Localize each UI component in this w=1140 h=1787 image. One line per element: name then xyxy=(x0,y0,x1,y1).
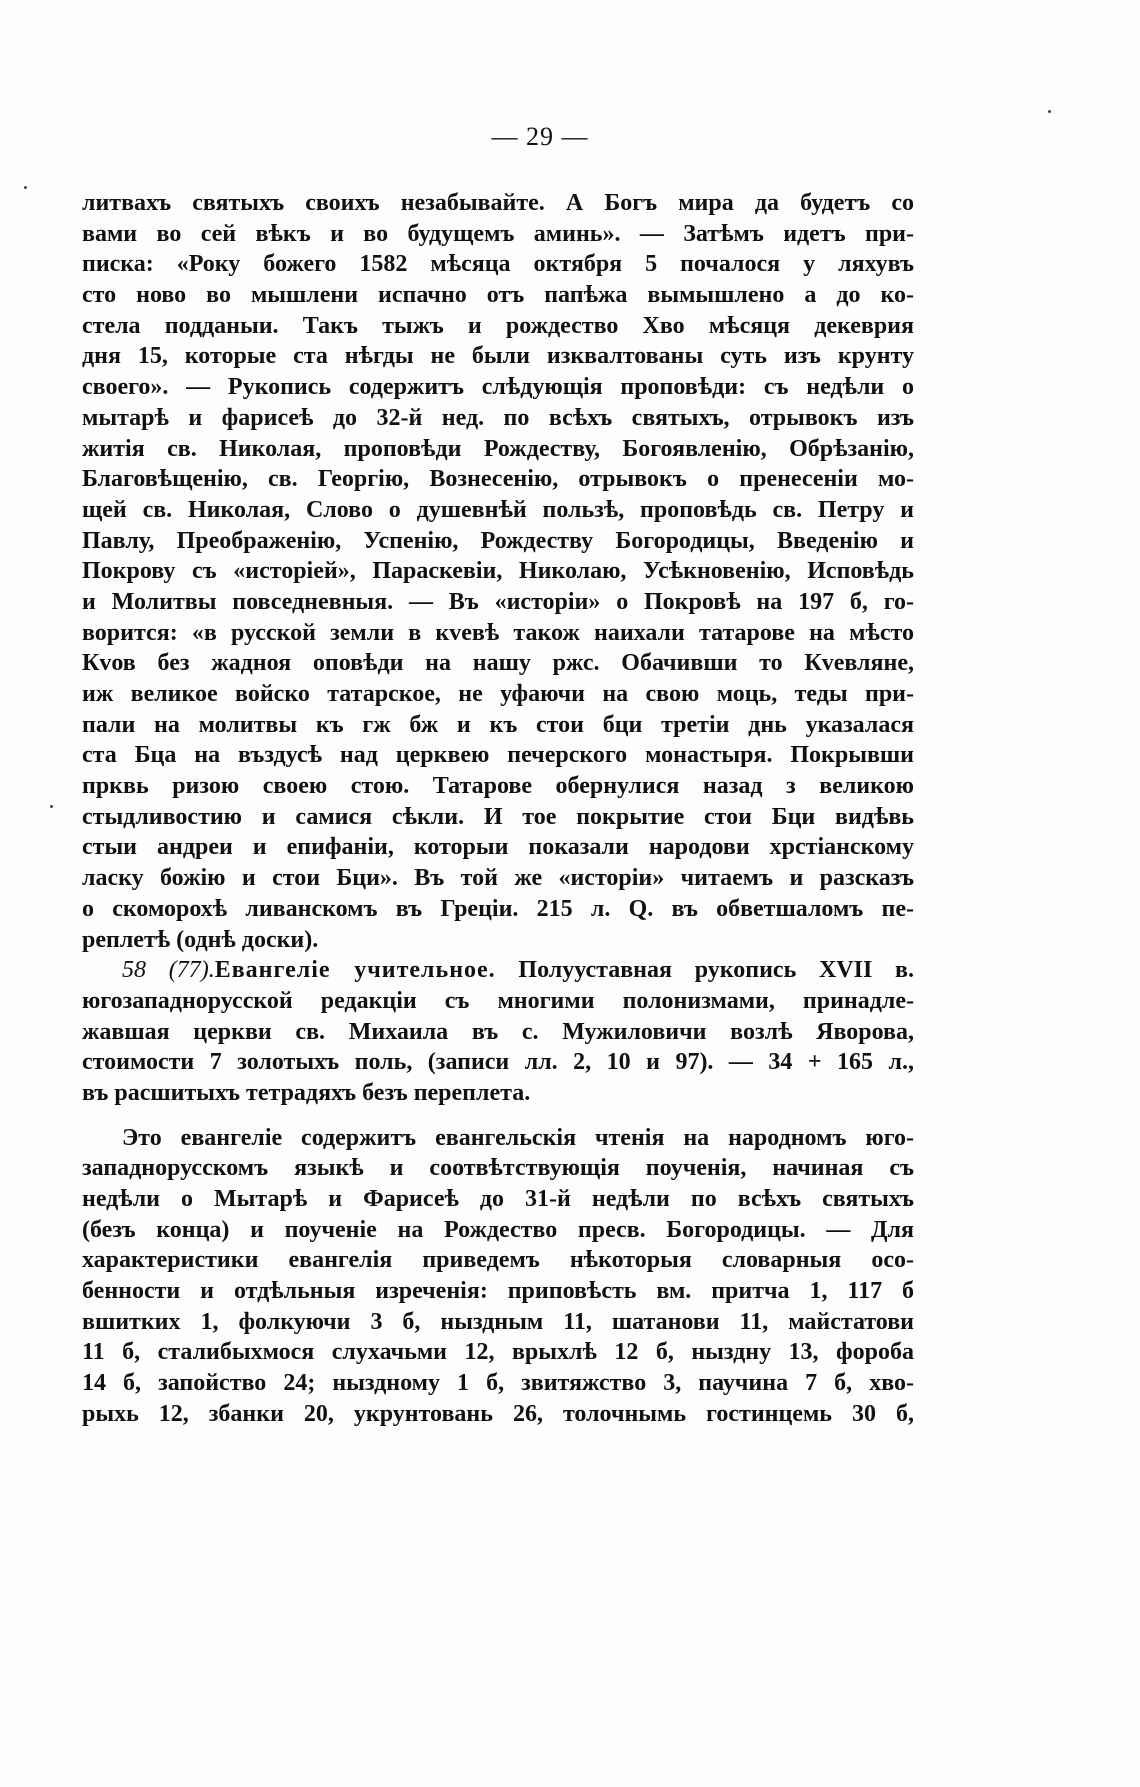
text-line: сто ново во мышлени испачно отъ папѣжа вымышлено а до ко- xyxy=(82,282,914,309)
text-line: своего». — Рукопись содержитъ слѣдующія проповѣди: съ недѣли о xyxy=(82,374,914,401)
text-line: рыхь 12, збанки 20, укрунтовань 26, толочнымь гостинцемь 30 б, xyxy=(82,1400,914,1427)
entry-description: Полууставная рукопись XVII в. xyxy=(495,957,914,984)
paragraph-description xyxy=(82,1123,914,1430)
text-line: щей св. Николая, Слово о душевнѣй пользѣ, проповѣдь св. Петру и xyxy=(82,496,914,523)
text-line: стела подданыи. Такъ тыжъ и рождество Хво мѣсяця декеврия xyxy=(82,312,914,339)
text-line: Это евангеліе содержитъ евангельскія чтенія на народномъ юго- xyxy=(122,1124,914,1151)
entry-title: Евангеліе учительное. xyxy=(214,957,496,984)
text-line: недѣли о Мытарѣ и Фарисеѣ до 31-й недѣли по всѣхъ святыхъ xyxy=(82,1186,914,1212)
scan-speck xyxy=(50,805,53,808)
text-line: дня 15, которые ста нѣгды не были изквалтованы суть изъ крунту xyxy=(82,343,914,370)
text-line: о скоморохѣ ливанскомъ въ Греціи. 215 л. Q. въ обветшаломъ пе- xyxy=(82,895,914,922)
scan-speck xyxy=(24,186,27,189)
text-line: жавшая церкви св. Михаила въ с. Мужиловичи возлѣ Яворова, xyxy=(82,1018,914,1045)
text-line: 14 б, запойство 24; ныздному 1 б, звитяжство 3, паучина 7 б, хво- xyxy=(82,1370,914,1397)
scan-speck xyxy=(1048,110,1051,113)
text-line: иж великое войско татарское, не уфаючи на свою моць, теды при- xyxy=(82,681,914,707)
text-line: реплетѣ (однѣ доски). xyxy=(82,926,319,953)
text-line: западнорусскомъ языкѣ и соотвѣтствующія поученія, начиная съ xyxy=(82,1155,914,1182)
text-line: вшитких 1, фолкуючи 3 б, ныздным 11, шатанови 11, майстатови xyxy=(82,1308,914,1335)
text-line: мытарѣ и фарисеѣ до 32-й нед. по всѣхъ святыхъ, отрывокъ изъ xyxy=(82,404,914,431)
entry-heading-line xyxy=(82,955,914,986)
paragraph-continuation xyxy=(82,188,914,955)
text-line: ста Бца на въздусѣ над церквею печерского монастыря. Покрывши xyxy=(82,742,914,769)
text-line: 11 б, сталибыхмося слухачьми 12, врыхлѣ 12 б, ныздну 13, фороба xyxy=(82,1339,914,1366)
page-body xyxy=(82,188,914,1430)
text-line: Павлу, Преображенію, Успенію, Рождеству Богородицы, Введенію и xyxy=(82,527,914,554)
text-line: литвахъ святыхъ своихъ незабывайте. А Богъ мира да будетъ со xyxy=(82,190,914,216)
text-line: стыи андреи и епифаніи, которыи показали народови хрстіанскому xyxy=(82,834,914,861)
text-line: стоимости 7 золотыхъ поль, (записи лл. 2, 10 и 97). — 34 + 165 л., xyxy=(82,1049,914,1076)
page-number: — 29 — xyxy=(491,122,589,151)
text-line: Кvов без жадноя оповѣди на нашу ржс. Обачивши то Кvевляне, xyxy=(82,650,914,677)
text-line: ласку божію и стои Бци». Въ той же «исторіи» читаемъ и разсказъ xyxy=(82,865,914,892)
text-line: (безъ конца) и поученіе на Рождество пресв. Богородицы. — Для xyxy=(82,1216,914,1243)
text-line: въ расшитыхъ тетрадяхъ безъ переплета. xyxy=(82,1079,531,1106)
text-line: стыдливостию и самися сѣкли. И тое покрытие стои Бци видѣвь xyxy=(82,803,914,830)
text-line: и Молитвы повседневныя. — Въ «исторіи» о Покровѣ на 197 б, го- xyxy=(82,588,914,615)
text-line: писка: «Року божего 1582 мѣсяца октября 5 почалося у ляхувъ xyxy=(82,251,914,278)
text-line: Благовѣщенію, св. Георгію, Вознесенію, отрывокъ о пренесеніи мо- xyxy=(82,466,914,493)
text-line: житія св. Николая, проповѣди Рождеству, Богоявленію, Обрѣзанію, xyxy=(82,435,914,462)
text-line: ворится: «в русской земли в кvевѣ також наихали татарове на мѣсто xyxy=(82,619,914,646)
text-line: бенности и отдѣльныя изреченія: приповѣсть вм. притча 1, 117 б xyxy=(82,1278,914,1305)
paragraph-gap xyxy=(82,1109,914,1123)
text-line: прквь ризою своею стою. Татарове обернулися назад з великою xyxy=(82,773,914,800)
text-line: пали на молитвы къ гж бж и къ стои бци третіи днь указалася xyxy=(82,711,914,738)
text-line: Покрову съ «исторіей», Параскевіи, Николаю, Усѣкновенію, Исповѣдь xyxy=(82,558,914,585)
catalog-entry-58 xyxy=(82,955,914,1108)
text-line: югозападнорусской редакціи съ многими полонизмами, принадле- xyxy=(82,987,914,1014)
text-line: вами во сей вѣкъ и во будущемъ аминь». — Затѣмъ идетъ при- xyxy=(82,220,914,247)
entry-number: 58 (77). xyxy=(122,957,215,984)
text-line: характеристики евангелія приведемъ нѣкоторыя словарныя осо- xyxy=(82,1247,914,1274)
